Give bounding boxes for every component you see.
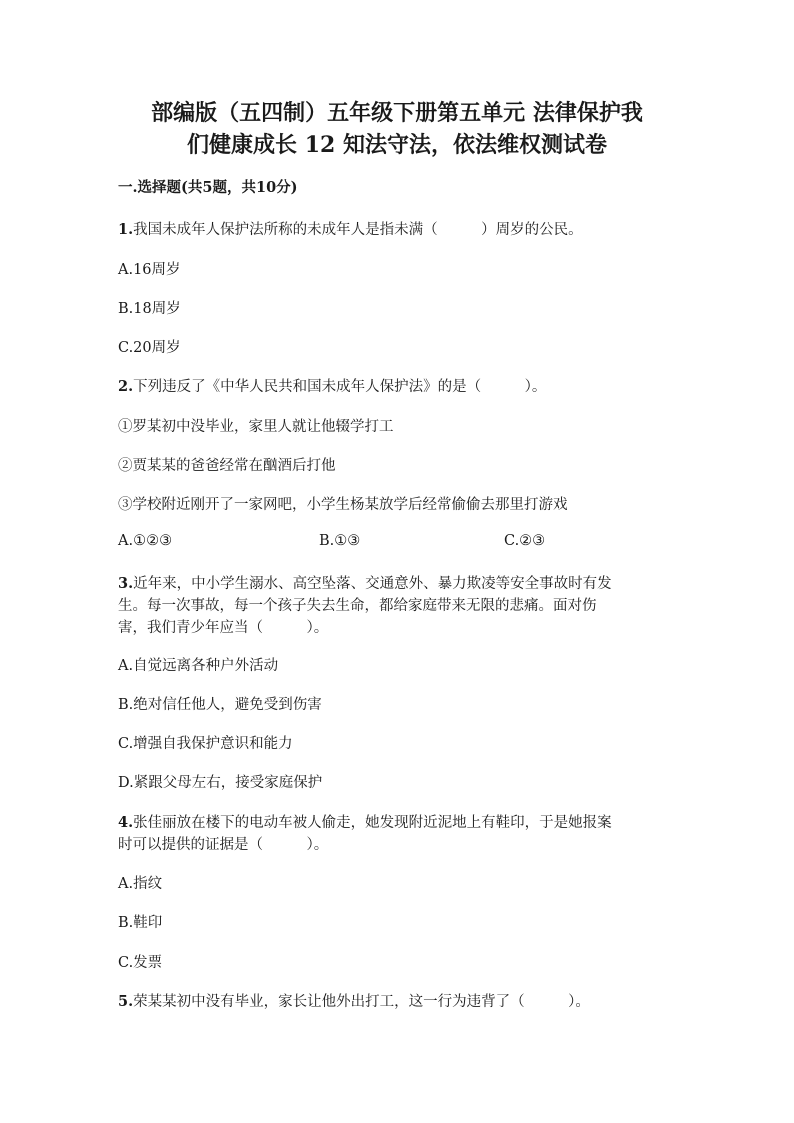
statement-2: ②贾某某的爸爸经常在酗酒后打他 xyxy=(118,458,336,474)
question-number: 3. xyxy=(118,575,134,592)
option-a: A.自觉远离各种户外活动 xyxy=(118,658,279,674)
question-3-line3: 害，我们青少年应当（ ）。 xyxy=(118,620,329,636)
option-c: C.发票 xyxy=(118,955,163,971)
question-number: 4. xyxy=(118,814,134,831)
question-4 xyxy=(118,811,612,832)
statement-3: ③学校附近刚开了一家网吧，小学生杨某放学后经常偷偷去那里打游戏 xyxy=(118,497,568,513)
option-b: B.鞋印 xyxy=(118,915,163,931)
statement-1: ①罗某初中没毕业，家里人就让他辍学打工 xyxy=(118,419,394,435)
option-b: B.18周岁 xyxy=(118,301,181,317)
question-1 xyxy=(118,218,583,239)
question-number: 1. xyxy=(118,221,134,238)
question-3 xyxy=(118,572,612,593)
option-d: D.紧跟父母左右，接受家庭保护 xyxy=(118,775,323,791)
option-c: C.②③ xyxy=(504,533,546,549)
question-number: 2. xyxy=(118,378,134,395)
question-text: 张佳丽放在楼下的电动车被人偷走，她发现附近泥地上有鞋印，于是她报案 xyxy=(133,815,612,831)
question-2 xyxy=(118,375,546,396)
question-5 xyxy=(118,990,590,1011)
document-title-line1: 部编版（五四制）五年级下册第五单元 法律保护我 xyxy=(151,100,643,126)
question-text: 下列违反了《中华人民共和国未成年人保护法》的是（ ）。 xyxy=(133,379,547,395)
option-b: B.绝对信任他人，避免受到伤害 xyxy=(118,697,322,713)
option-a: A.16周岁 xyxy=(118,262,181,278)
question-number: 5. xyxy=(118,993,134,1010)
question-text: 我国未成年人保护法所称的未成年人是指未满（ ）周岁的公民。 xyxy=(133,222,583,238)
option-a: A.指纹 xyxy=(118,876,163,892)
option-c: C.20周岁 xyxy=(118,340,181,356)
option-b: B.①③ xyxy=(319,533,361,549)
question-text: 近年来，中小学生溺水、高空坠落、交通意外、暴力欺凌等安全事故时有发 xyxy=(133,576,612,592)
document-title-line2: 们健康成长 12 知法守法，依法维权测试卷 xyxy=(187,132,607,158)
option-c: C.增强自我保护意识和能力 xyxy=(118,736,293,752)
option-a: A.①②③ xyxy=(118,533,173,549)
section-heading: 一.选择题(共5题，共10分) xyxy=(118,179,298,196)
question-4-line2: 时可以提供的证据是（ ）。 xyxy=(118,837,329,853)
question-3-line2: 生。每一次事故，每一个孩子失去生命，都给家庭带来无限的悲痛。面对伤 xyxy=(118,598,597,614)
question-text: 荣某某初中没有毕业，家长让他外出打工，这一行为违背了（ ）。 xyxy=(133,994,590,1010)
